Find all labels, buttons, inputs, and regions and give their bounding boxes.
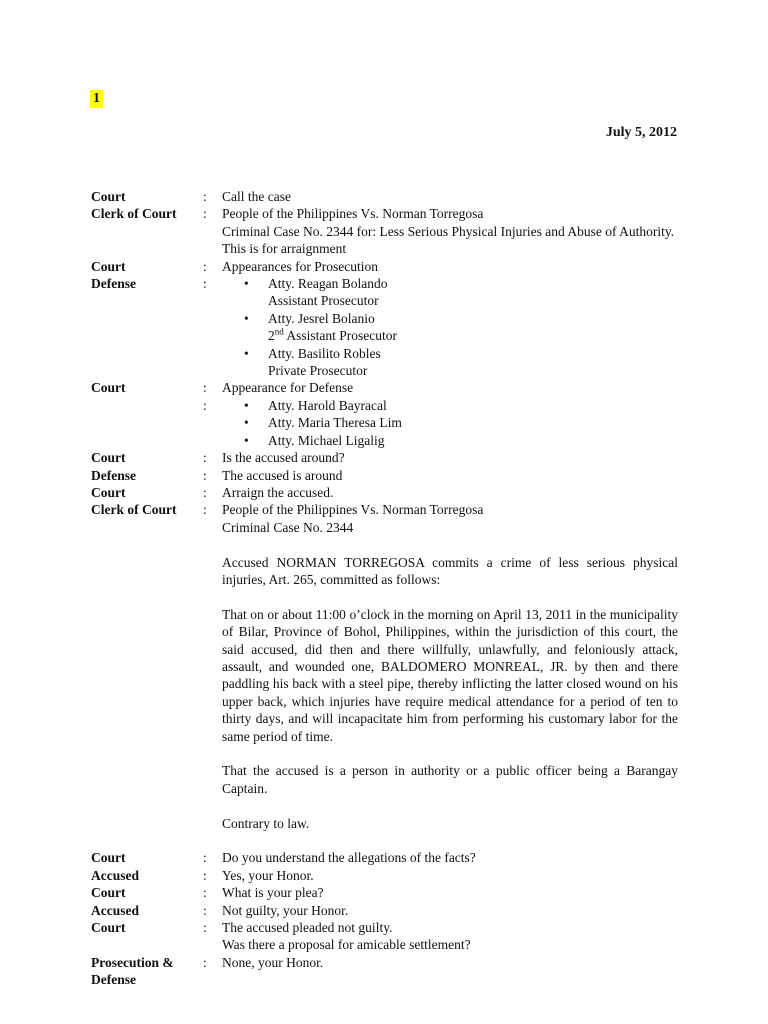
speaker-label-line: Prosecution & (91, 954, 174, 970)
bullet-icon: • (244, 432, 249, 448)
dialogue-text (222, 884, 678, 901)
dialogue-text (222, 449, 678, 466)
colon-separator: : (203, 397, 207, 413)
list-item (222, 432, 678, 449)
dialogue-row (91, 501, 678, 849)
speaker-label: Court (91, 258, 126, 274)
speaker-label: Clerk of Court (91, 502, 177, 518)
dialogue-row (91, 902, 678, 919)
list-item (222, 345, 678, 380)
bullet-icon: • (244, 397, 249, 413)
dialogue-row (91, 449, 678, 466)
dialogue-text (222, 501, 678, 849)
dialogue-line: This is for arraignment (222, 241, 347, 257)
dialogue-line: Do you understand the allegations of the facts? (222, 850, 476, 866)
colon-separator: : (203, 502, 207, 518)
speaker-label: Court (91, 189, 126, 204)
information-paragraph: That the accused is a person in authority or a public officer being a Barangay Captain. (222, 763, 678, 796)
dialogue-line: Was there a proposal for amicable settlement? (222, 937, 471, 953)
colon-separator: : (203, 850, 207, 866)
speaker-label: Court (91, 380, 126, 396)
dialogue-line: People of the Philippines Vs. Norman Torregosa (222, 206, 484, 222)
dialogue-text (222, 902, 678, 919)
dialogue-row (91, 849, 678, 866)
dialogue-row (91, 884, 678, 901)
speaker-label (91, 397, 203, 449)
dialogue-line: What is your plea? (222, 885, 324, 901)
bullet-icon: • (244, 345, 249, 361)
dialogue-row (91, 467, 678, 484)
colon-separator: : (203, 867, 207, 883)
dialogue-row (91, 258, 678, 275)
speaker-label: Court (91, 885, 126, 901)
dialogue-text (222, 954, 678, 989)
dialogue-row (91, 919, 678, 954)
dialogue-line: Call the case (222, 189, 291, 204)
attorney-role: Assistant Prosecutor (268, 293, 379, 309)
colon-separator: : (203, 450, 207, 466)
dialogue-text (222, 379, 678, 396)
dialogue-row (91, 397, 678, 449)
colon-separator: : (203, 258, 207, 274)
dialogue-line: Not guilty, your Honor. (222, 902, 349, 918)
bullet-icon: • (244, 310, 249, 326)
colon-separator: : (203, 380, 207, 396)
speaker-label: Court (91, 450, 126, 466)
dialogue-text (222, 867, 678, 884)
dialogue-line: Appearance for Defense (222, 380, 354, 396)
dialogue-text (222, 919, 678, 954)
dialogue-row (91, 188, 678, 205)
dialogue-row (91, 379, 678, 396)
information-paragraph: That on or about 11:00 o’clock in the morning on April 13, 2011 in the municipality of Bilar, Province of Bohol, Philippines, within the jurisdiction of this court, the said accused, did then and there willfully, unlawfully, and feloniously attack, assault, and wounded one, BALDOMERO MONREAL, JR. by then and there paddling his back with a steel pipe, thereby inflicting the latter closed wound on his upper back, which injuries have require medical attendance for a period of ten to thirty days, and will incapacitate him from performing his customary labor for the same period of time. (222, 606, 678, 744)
speaker-label: Accused (91, 902, 139, 918)
attorney-role: 2nd Assistant Prosecutor (268, 326, 397, 344)
dialogue-line: None, your Honor. (222, 954, 324, 970)
dialogue-row (91, 954, 678, 989)
colon-separator: : (203, 206, 207, 222)
page-number: 1 (90, 90, 103, 108)
dialogue-line: People of the Philippines Vs. Norman Torregosa (222, 502, 484, 518)
dialogue-line: The accused is around (222, 467, 343, 483)
colon-separator: : (203, 919, 207, 935)
dialogue-line: Arraign the accused. (222, 484, 334, 500)
list-item (222, 275, 678, 310)
attorney-name: Atty. Reagan Bolando (268, 276, 388, 292)
list-item (222, 414, 678, 431)
colon-separator: : (203, 467, 207, 483)
dialogue-text (222, 467, 678, 484)
speaker-label (91, 954, 203, 989)
bullet-icon: • (244, 276, 249, 292)
list-item (222, 397, 678, 414)
dialogue-text (222, 484, 678, 501)
dialogue-row (91, 484, 678, 501)
dialogue-line: Is the accused around? (222, 450, 345, 466)
dialogue-row (91, 867, 678, 884)
transcript (91, 188, 678, 989)
dialogue-text (222, 205, 678, 257)
dialogue-text (222, 188, 678, 205)
document-date: July 5, 2012 (605, 125, 677, 140)
dialogue-text (222, 849, 678, 866)
speaker-label: Clerk of Court (91, 206, 177, 222)
dialogue-row (91, 275, 678, 379)
speaker-label: Court (91, 919, 126, 935)
attorney-name: Atty. Michael Ligalig (268, 432, 385, 448)
prosecution-list (222, 275, 678, 379)
defense-list (222, 397, 678, 449)
dialogue-line: The accused pleaded not guilty. (222, 919, 393, 935)
attorney-name: Atty. Basilito Robles (268, 345, 381, 361)
colon-separator: : (203, 276, 207, 292)
dialogue-line: Yes, your Honor. (222, 867, 314, 883)
colon-separator: : (203, 885, 207, 901)
speaker-label-line: Defense (91, 972, 136, 988)
dialogue-line: Criminal Case No. 2344 (222, 519, 354, 535)
dialogue-text (222, 258, 678, 275)
information-paragraph: Accused NORMAN TORREGOSA commits a crime of less serious physical injuries, Art. 265, committed as follows: (222, 554, 678, 587)
dialogue-line: Appearances for Prosecution (222, 258, 378, 274)
speaker-label: Court (91, 484, 126, 500)
colon-separator: : (203, 902, 207, 918)
attorney-name: Atty. Jesrel Bolanio (268, 310, 375, 326)
attorney-role: Private Prosecutor (268, 363, 368, 379)
bullet-icon: • (244, 415, 249, 431)
dialogue-line: Criminal Case No. 2344 for: Less Serious Physical Injuries and Abuse of Authority. (222, 223, 675, 239)
speaker-label: Defense (91, 276, 136, 292)
attorney-name: Atty. Harold Bayracal (268, 397, 387, 413)
list-item (222, 310, 678, 345)
dialogue-row (91, 205, 678, 257)
speaker-label: Court (91, 850, 126, 866)
attorney-name: Atty. Maria Theresa Lim (268, 415, 402, 431)
colon-separator: : (203, 484, 207, 500)
speaker-label: Accused (91, 867, 139, 883)
speaker-label: Defense (91, 467, 136, 483)
information-paragraph: Contrary to law. (222, 815, 310, 831)
colon-separator: : (203, 954, 207, 970)
colon-separator: : (203, 189, 207, 204)
